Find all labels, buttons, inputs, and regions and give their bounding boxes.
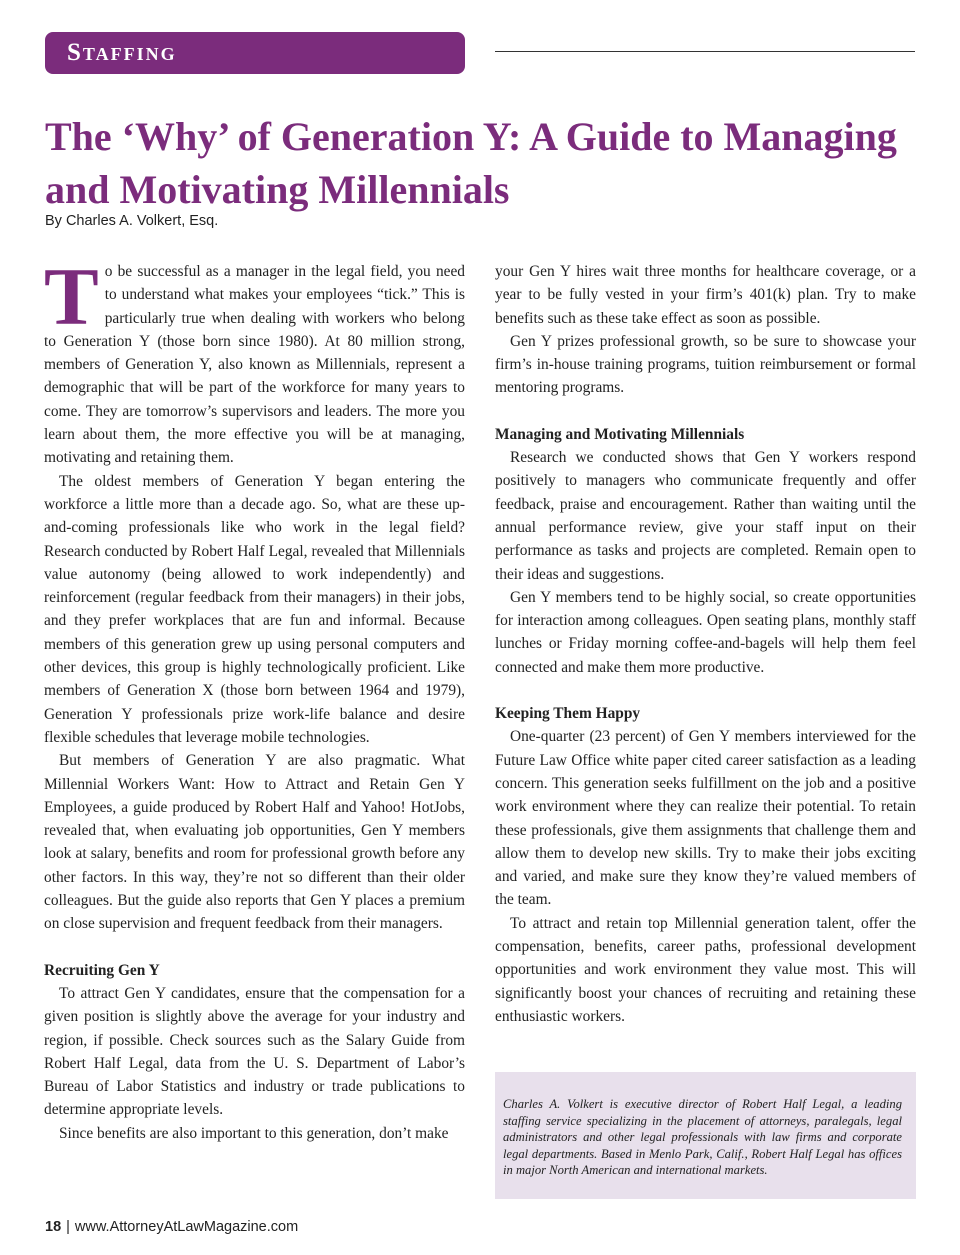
author-bio: Charles A. Volkert is executive director of Robert Half Legal, a leading staffing service specializing in the placement of attorneys, paralegals, legal administrators and other legal professionals with law firms and corporate legal departments. Based in Menlo Park, Calif., Robert Half Legal has offices in major North American and international markets. [503,1097,902,1178]
subheading-happy: Keeping Them Happy [495,705,641,723]
subheading-recruiting: Recruiting Gen Y [44,961,160,979]
body-paragraph: To attract and retain top Millennial generation talent, offer the compensation, benefits, career paths, professional development opportunities and work environment they value most. This will significantly boost your chances of recruiting and retaining these enthusiastic workers. [495,914,916,1025]
left-column [44,251,465,1145]
body-paragraph: But members of Generation Y are also pragmatic. What Millennial Workers Want: How to Attract and Retain Gen Y Employees, a guide produced by Robert Half and Yahoo! HotJobs, revealed that, when evaluating job opportunities, Gen Y members look at salary, benefits and room for professional growth before any other factors. In this way, they’re not so different than their older colleagues. But the guide also reports that Gen Y places a premium on close supervision and frequent feedback from their managers. [44,752,465,933]
page-number: 18 [45,1219,62,1235]
page-footer [45,1219,298,1235]
drop-cap: T [44,251,99,342]
author-bio-box [495,1072,916,1199]
intro-text: o be successful as a manager in the legal field, you need to understand what makes your employees “tick.” This is particularly true when dealing with workers who belong to Generation Y (those born since 1980). At 80 million strong, members of Generation Y, also known as Millennials, represent a demographic that will be part of the workforce for many years to come. They are tomorrow’s supervisors and leaders. The more you learn about them, the more effective you will be at managing, motivating and retaining them. [44,263,465,467]
section-label: Staffing [67,39,177,66]
header-rule [495,51,915,52]
right-column [495,260,916,1028]
footer-website: www.AttorneyAtLawMagazine.com [74,1219,299,1235]
intro-paragraph [44,251,465,470]
body-paragraph: Research we conducted shows that Gen Y workers respond positively to managers who communicate frequently and offer feedback, praise and encouragement. Rather than waiting until the annual performance review, give your staff input on their performance as tasks and projects are completed. Remain open to their ideas and suggestions. [495,449,916,583]
body-paragraph: Since benefits are also important to this generation, don’t make [59,1124,449,1142]
article-headline: The ‘Why’ of Generation Y: A Guide to Managing and Motivating Millennials [45,114,897,212]
body-paragraph: Gen Y members tend to be highly social, so create opportunities for interaction among colleagues. Open seating plans, monthly staff lunches or Friday morning coffee-and-bagels will help them feel connected and make them more productive. [495,588,916,676]
subheading-managing: Managing and Motivating Millennials [495,425,745,443]
body-paragraph: One-quarter (23 percent) of Gen Y members interviewed for the Future Law Office white paper cited career satisfaction as a leading concern. This generation seeks fulfillment on the job and a positive work environment where they can realize their potential. To retain these professionals, give them assignments that challenge them and allow them to develop new skills. Try to make their jobs exciting and varied, and make sure they know they’re valued members of the team. [495,728,916,909]
footer-separator: | [66,1219,70,1235]
section-tab [45,32,465,74]
body-paragraph: Gen Y prizes professional growth, so be sure to showcase your firm’s in-house training programs, tuition reimbursement or formal mentoring programs. [495,332,916,397]
continued-paragraph: your Gen Y hires wait three months for healthcare coverage, or a year to be fully vested in your firm’s 401(k) plan. Try to make benefits such as these take effect as soon as possible. [495,263,916,327]
article-byline: By Charles A. Volkert, Esq. [45,213,219,229]
body-paragraph: The oldest members of Generation Y began entering the workforce a little more than a decade ago. So, what are these up-and-coming professionals like who work in the legal field? Research conducted by Robert Half Legal, revealed that Millennials value autonomy (being allowed to work independently) and reinforcement (regular feedback from their managers) in their jobs, and they prefer workplaces that are fun and informal. Because members of this generation grew up using personal computers and other devices, this group is highly technologically proficient. Like members of Generation X (those born between 1964 and 1979), Generation Y professionals prize work-life balance and desire flexible schedules that leverage mobile technologies. [44,472,465,746]
body-paragraph: To attract Gen Y candidates, ensure that the compensation for a given position is slightly above the average for your industry and region, if possible. Check sources such as the Salary Guide from Robert Half Legal, data from the U. S. Department of Labor’s Bureau of Labor Statistics and industry or trade publications to determine appropriate levels. [44,984,465,1119]
